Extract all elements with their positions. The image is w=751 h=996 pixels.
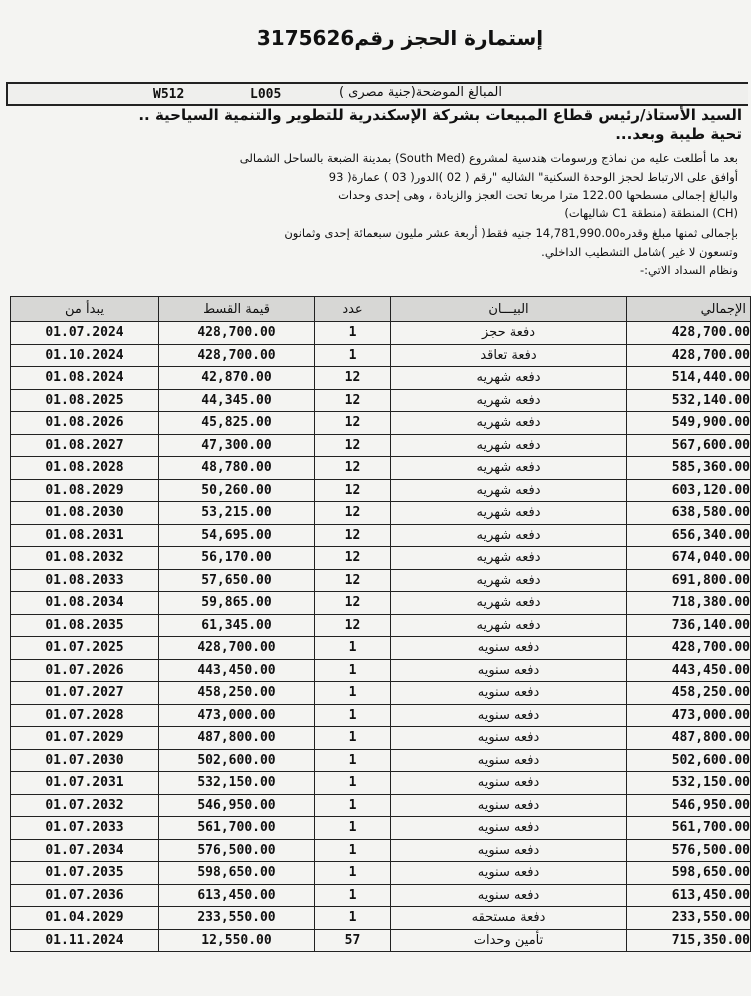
cell-installment: 487,800.00 <box>159 727 315 750</box>
cell-installment: 561,700.00 <box>159 817 315 840</box>
table-row <box>11 412 751 435</box>
cell-count: 57 <box>315 929 391 952</box>
cell-start: 01.07.2024 <box>11 322 159 345</box>
cell-description: دفعة تعاقد <box>391 344 627 367</box>
cell-total: 443,450.00 <box>627 659 751 682</box>
cell-installment: 458,250.00 <box>159 682 315 705</box>
cell-installment: 532,150.00 <box>159 772 315 795</box>
cell-count: 12 <box>315 502 391 525</box>
header-description: البيـــان <box>391 297 627 322</box>
table-row <box>11 502 751 525</box>
cell-installment: 12,550.00 <box>159 929 315 952</box>
table-row <box>11 772 751 795</box>
table-row <box>11 659 751 682</box>
cell-description: دفعه سنويه <box>391 704 627 727</box>
table-row <box>11 457 751 480</box>
form-title: إستمارة الحجز رقم3175626 <box>256 26 544 50</box>
cell-description: دفعه سنويه <box>391 794 627 817</box>
table-row <box>11 862 751 885</box>
cell-count: 12 <box>315 434 391 457</box>
table-row <box>11 907 751 930</box>
addressee-line: السيد الأستاذ/رئيس قطاع المبيعات بشركة الإسكندرية للتطوير والتنمية السياحية .. <box>138 106 742 124</box>
cell-start: 01.07.2034 <box>11 839 159 862</box>
payment-schedule-table <box>10 296 751 952</box>
cell-start: 01.10.2024 <box>11 344 159 367</box>
cell-description: دفعه شهريه <box>391 367 627 390</box>
cell-count: 12 <box>315 367 391 390</box>
cell-total: 487,800.00 <box>627 727 751 750</box>
cell-description: دفعه شهريه <box>391 614 627 637</box>
cell-description: دفعة مستحقه <box>391 907 627 930</box>
cell-count: 12 <box>315 412 391 435</box>
table-row <box>11 682 751 705</box>
cell-description: دفعه سنويه <box>391 862 627 885</box>
cell-start: 01.08.2031 <box>11 524 159 547</box>
cell-total: 546,950.00 <box>627 794 751 817</box>
cell-installment: 44,345.00 <box>159 389 315 412</box>
cell-total: 567,600.00 <box>627 434 751 457</box>
cell-installment: 53,215.00 <box>159 502 315 525</box>
table-row <box>11 524 751 547</box>
header-total: الإجمالي <box>627 297 751 322</box>
code-w512: W512 <box>153 87 185 102</box>
cell-count: 1 <box>315 727 391 750</box>
greeting-line: تحية طيبة وبعد... <box>615 125 742 143</box>
cell-total: 736,140.00 <box>627 614 751 637</box>
cell-start: 01.08.2025 <box>11 389 159 412</box>
cell-start: 01.08.2032 <box>11 547 159 570</box>
cell-count: 1 <box>315 322 391 345</box>
cell-start: 01.08.2027 <box>11 434 159 457</box>
cell-total: 514,440.00 <box>627 367 751 390</box>
cell-count: 1 <box>315 344 391 367</box>
cell-description: دفعه سنويه <box>391 884 627 907</box>
cell-count: 1 <box>315 817 391 840</box>
cell-count: 1 <box>315 659 391 682</box>
cell-description: دفعه شهريه <box>391 389 627 412</box>
cell-description: دفعه سنويه <box>391 637 627 660</box>
cell-total: 428,700.00 <box>627 344 751 367</box>
cell-start: 01.04.2029 <box>11 907 159 930</box>
cell-installment: 428,700.00 <box>159 637 315 660</box>
cell-description: دفعه سنويه <box>391 659 627 682</box>
cell-installment: 59,865.00 <box>159 592 315 615</box>
cell-start: 01.08.2026 <box>11 412 159 435</box>
cell-start: 01.07.2032 <box>11 794 159 817</box>
table-row <box>11 344 751 367</box>
cell-start: 01.07.2036 <box>11 884 159 907</box>
table-header-row <box>11 297 751 322</box>
cell-total: 638,580.00 <box>627 502 751 525</box>
cell-count: 12 <box>315 389 391 412</box>
cell-total: 603,120.00 <box>627 479 751 502</box>
cell-description: دفعه شهريه <box>391 524 627 547</box>
cell-description: دفعه سنويه <box>391 727 627 750</box>
table-row <box>11 637 751 660</box>
cell-count: 1 <box>315 682 391 705</box>
cell-total: 233,550.00 <box>627 907 751 930</box>
cell-total: 656,340.00 <box>627 524 751 547</box>
cell-installment: 56,170.00 <box>159 547 315 570</box>
table-row <box>11 592 751 615</box>
header-start: يبدأ من <box>11 297 159 322</box>
cell-installment: 473,000.00 <box>159 704 315 727</box>
cell-count: 12 <box>315 479 391 502</box>
cell-description: دفعه سنويه <box>391 772 627 795</box>
cell-total: 532,150.00 <box>627 772 751 795</box>
cell-installment: 45,825.00 <box>159 412 315 435</box>
cell-description: دفعه شهريه <box>391 434 627 457</box>
table-row <box>11 479 751 502</box>
cell-start: 01.07.2026 <box>11 659 159 682</box>
code-l005: L005 <box>250 87 282 102</box>
cell-start: 01.08.2030 <box>11 502 159 525</box>
cell-total: 502,600.00 <box>627 749 751 772</box>
cell-count: 1 <box>315 862 391 885</box>
cell-count: 12 <box>315 547 391 570</box>
cell-description: دفعه شهريه <box>391 547 627 570</box>
cell-total: 561,700.00 <box>627 817 751 840</box>
body-line-4: (CH) المنطقة (منطقة C1 شاليهات) <box>564 206 738 220</box>
cell-description: دفعة حجز <box>391 322 627 345</box>
table-row <box>11 367 751 390</box>
cell-total: 458,250.00 <box>627 682 751 705</box>
table-row <box>11 569 751 592</box>
cell-total: 718,380.00 <box>627 592 751 615</box>
cell-start: 01.07.2033 <box>11 817 159 840</box>
cell-installment: 502,600.00 <box>159 749 315 772</box>
cell-description: دفعه سنويه <box>391 682 627 705</box>
cell-start: 01.08.2024 <box>11 367 159 390</box>
cell-installment: 50,260.00 <box>159 479 315 502</box>
cell-count: 1 <box>315 907 391 930</box>
cell-description: تأمين وحدات <box>391 929 627 952</box>
body-line-6: وتسعون لا غير )شامل التشطيب الداخلي. <box>541 245 738 259</box>
table-row <box>11 547 751 570</box>
cell-total: 549,900.00 <box>627 412 751 435</box>
cell-count: 12 <box>315 569 391 592</box>
cell-start: 01.07.2031 <box>11 772 159 795</box>
cell-total: 598,650.00 <box>627 862 751 885</box>
cell-start: 01.07.2030 <box>11 749 159 772</box>
cell-start: 01.08.2035 <box>11 614 159 637</box>
cell-start: 01.07.2035 <box>11 862 159 885</box>
header-count: عدد <box>315 297 391 322</box>
cell-description: دفعه شهريه <box>391 479 627 502</box>
cell-start: 01.08.2034 <box>11 592 159 615</box>
cell-start: 01.08.2029 <box>11 479 159 502</box>
cell-installment: 428,700.00 <box>159 344 315 367</box>
cell-installment: 233,550.00 <box>159 907 315 930</box>
cell-count: 12 <box>315 524 391 547</box>
cell-start: 01.08.2028 <box>11 457 159 480</box>
cell-installment: 428,700.00 <box>159 322 315 345</box>
cell-description: دفعه سنويه <box>391 839 627 862</box>
cell-start: 01.11.2024 <box>11 929 159 952</box>
cell-description: دفعه شهريه <box>391 412 627 435</box>
cell-count: 1 <box>315 772 391 795</box>
cell-installment: 443,450.00 <box>159 659 315 682</box>
body-line-7: ونظام السداد الاتي:- <box>640 263 738 277</box>
cell-description: دفعه سنويه <box>391 817 627 840</box>
cell-start: 01.07.2025 <box>11 637 159 660</box>
table-body <box>11 322 751 952</box>
body-line-1: بعد ما أطلعت عليه من نماذج ورسومات هندسية لمشروع (South Med) بمدينة الضبعة بالساحل الشمالى <box>239 151 738 165</box>
cell-total: 428,700.00 <box>627 637 751 660</box>
cell-installment: 42,870.00 <box>159 367 315 390</box>
cell-description: دفعه شهريه <box>391 502 627 525</box>
cell-count: 1 <box>315 749 391 772</box>
cell-start: 01.07.2029 <box>11 727 159 750</box>
cell-description: دفعه شهريه <box>391 569 627 592</box>
cell-count: 1 <box>315 637 391 660</box>
cell-installment: 576,500.00 <box>159 839 315 862</box>
cell-installment: 613,450.00 <box>159 884 315 907</box>
cell-description: دفعه شهريه <box>391 592 627 615</box>
table-row <box>11 614 751 637</box>
cell-total: 585,360.00 <box>627 457 751 480</box>
header-installment: قيمة القسط <box>159 297 315 322</box>
cell-installment: 48,780.00 <box>159 457 315 480</box>
cell-count: 1 <box>315 839 391 862</box>
table-row <box>11 884 751 907</box>
amount-currency-bar <box>6 82 748 106</box>
cell-start: 01.07.2027 <box>11 682 159 705</box>
cell-total: 715,350.00 <box>627 929 751 952</box>
cell-installment: 546,950.00 <box>159 794 315 817</box>
cell-total: 576,500.00 <box>627 839 751 862</box>
cell-count: 12 <box>315 614 391 637</box>
table-row <box>11 749 751 772</box>
cell-total: 613,450.00 <box>627 884 751 907</box>
cell-total: 473,000.00 <box>627 704 751 727</box>
table-row <box>11 929 751 952</box>
cell-count: 12 <box>315 592 391 615</box>
cell-count: 1 <box>315 884 391 907</box>
table-row <box>11 322 751 345</box>
cell-description: دفعه شهريه <box>391 457 627 480</box>
cell-installment: 598,650.00 <box>159 862 315 885</box>
body-line-3: والبالغ إجمالى مسطحها 122.00 مترا مربعا تحت العجز والزيادة ، وهى إحدى وحدات <box>338 188 738 202</box>
cell-count: 1 <box>315 794 391 817</box>
currency-label: المبالغ الموضحة(جنية مصرى ) <box>338 85 502 100</box>
table-row <box>11 389 751 412</box>
cell-count: 1 <box>315 704 391 727</box>
table-row <box>11 727 751 750</box>
cell-total: 674,040.00 <box>627 547 751 570</box>
table-row <box>11 839 751 862</box>
cell-installment: 57,650.00 <box>159 569 315 592</box>
cell-total: 532,140.00 <box>627 389 751 412</box>
table-row <box>11 794 751 817</box>
table-row <box>11 434 751 457</box>
table-row <box>11 817 751 840</box>
cell-count: 12 <box>315 457 391 480</box>
cell-installment: 61,345.00 <box>159 614 315 637</box>
cell-start: 01.07.2028 <box>11 704 159 727</box>
cell-installment: 54,695.00 <box>159 524 315 547</box>
cell-start: 01.08.2033 <box>11 569 159 592</box>
cell-description: دفعه سنويه <box>391 749 627 772</box>
cell-total: 428,700.00 <box>627 322 751 345</box>
body-line-5: بإجمالى ثمنها مبلغ وقدره14,781,990.00 جنيه فقط( أربعة عشر مليون سبعمائة إحدى وثمانون <box>284 226 738 240</box>
table-row <box>11 704 751 727</box>
body-line-2: أوافق على الارتباط لحجز الوحدة السكنية" الشاليه "رقم ( 02 )الدور( 03 ) عمارة( 93 <box>328 170 738 184</box>
cell-total: 691,800.00 <box>627 569 751 592</box>
cell-installment: 47,300.00 <box>159 434 315 457</box>
